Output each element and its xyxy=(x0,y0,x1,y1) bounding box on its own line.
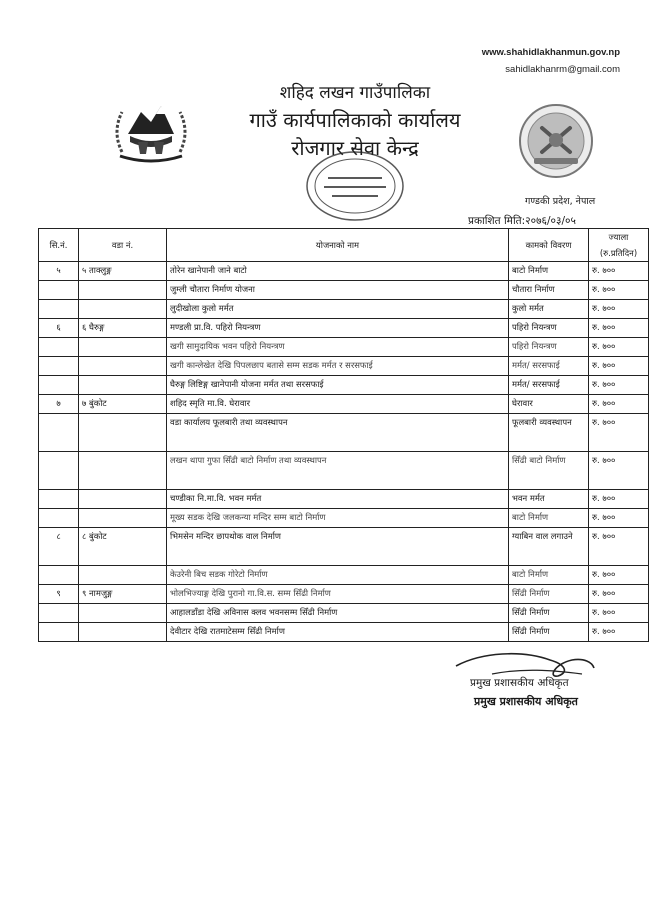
cell-cost: रु. ७०० xyxy=(589,376,649,395)
table-row xyxy=(39,414,649,452)
cell-cost: रु. ७०० xyxy=(589,414,649,452)
cell-project: लुदीखोला कुलो मर्मत xyxy=(167,300,509,319)
cell-sn xyxy=(39,376,79,395)
cell-cost: रु. ७०० xyxy=(589,585,649,604)
nepal-emblem-icon xyxy=(108,92,194,168)
cell-ward xyxy=(79,566,167,585)
cell-work: चौतारा निर्माण xyxy=(509,281,589,300)
employment-center-logo-icon xyxy=(512,102,600,180)
cell-project: देवीटार देखि रातमाटेसम्म सिँढी निर्माण xyxy=(167,623,509,642)
cell-ward: ९ नामजुङ्ग xyxy=(79,585,167,604)
signatory-stamp: प्रमुख प्रशासकीय अधिकृत xyxy=(474,695,578,708)
cell-cost: रु. ७०० xyxy=(589,338,649,357)
table-body xyxy=(39,262,649,642)
table-row xyxy=(39,262,649,281)
table-row xyxy=(39,452,649,490)
cell-cost: रु. ७०० xyxy=(589,395,649,414)
cell-work: फूलबारी व्यवस्थापन xyxy=(509,414,589,452)
cell-cost: रु. ७०० xyxy=(589,452,649,490)
cell-work: मर्मत/ सरसफाई xyxy=(509,376,589,395)
cell-sn xyxy=(39,566,79,585)
cell-project: भिमसेन मन्दिर छापथोक वाल निर्माण xyxy=(167,528,509,566)
cell-project: मूख्य सडक देखि जलकन्या मन्दिर सम्म बाटो निर्माण xyxy=(167,509,509,528)
cell-sn xyxy=(39,357,79,376)
cell-work: घेरावार xyxy=(509,395,589,414)
cell-sn xyxy=(39,452,79,490)
cell-ward: ६ घैरुङ्ग xyxy=(79,319,167,338)
cell-cost: रु. ७०० xyxy=(589,528,649,566)
header-ward: वडा नं. xyxy=(79,229,167,262)
cell-project: खगी कान्लेखेत देखि पिपलछाप बतासे सम्म सडक मर्मत र सरसफाई xyxy=(167,357,509,376)
table-row xyxy=(39,357,649,376)
table-row xyxy=(39,395,649,414)
cell-work: बाटो निर्माण xyxy=(509,566,589,585)
cell-ward xyxy=(79,452,167,490)
cell-sn xyxy=(39,623,79,642)
table-row xyxy=(39,509,649,528)
cell-sn xyxy=(39,281,79,300)
table-row xyxy=(39,623,649,642)
cell-ward xyxy=(79,357,167,376)
employment-projects-table xyxy=(38,228,649,642)
header-cost-line2: (रु.प्रतिदिन) xyxy=(599,248,638,258)
cell-ward xyxy=(79,414,167,452)
table-row xyxy=(39,338,649,357)
published-date: प्रकाशित मिति:२०७६/०३/०५ xyxy=(468,215,576,227)
cell-ward xyxy=(79,338,167,357)
cell-project: घैरुङ्ग लिष्टिङ्ग खानेपानी योजना मर्मत तथा सरसफाई xyxy=(167,376,509,395)
cell-sn: ९ xyxy=(39,585,79,604)
table-row xyxy=(39,604,649,623)
header-sn: सि.नं. xyxy=(39,229,79,262)
cell-work: मर्मत/ सरसफाई xyxy=(509,357,589,376)
cell-project: जुम्ली चौतारा निर्माण योजना xyxy=(167,281,509,300)
contact-block xyxy=(482,44,620,78)
email-text: sahidlakhanrm@gmail.com xyxy=(505,64,620,75)
table-row xyxy=(39,376,649,395)
cell-work: ग्याबिन वाल लगाउने xyxy=(509,528,589,566)
cell-ward xyxy=(79,376,167,395)
cell-work: सिँढी बाटो निर्माण xyxy=(509,452,589,490)
cell-ward xyxy=(79,623,167,642)
cell-ward xyxy=(79,490,167,509)
cell-work: सिँढी निर्माण xyxy=(509,604,589,623)
cell-sn: ६ xyxy=(39,319,79,338)
cell-cost: रु. ७०० xyxy=(589,357,649,376)
cell-sn xyxy=(39,338,79,357)
center-name: रोजगार सेवा केन्द्र xyxy=(291,136,419,160)
header-cost xyxy=(589,229,649,262)
cell-cost: रु. ७०० xyxy=(589,509,649,528)
province-text: गण्डकी प्रदेश, नेपाल xyxy=(525,196,596,207)
cell-sn: ५ xyxy=(39,262,79,281)
cell-cost: रु. ७०० xyxy=(589,319,649,338)
cell-cost: रु. ७०० xyxy=(589,300,649,319)
cell-project: चण्डीका नि.मा.वि. भवन मर्मत xyxy=(167,490,509,509)
cell-work: बाटो निर्माण xyxy=(509,509,589,528)
cell-sn: ७ xyxy=(39,395,79,414)
table-row xyxy=(39,566,649,585)
municipality-name: शहिद लखन गाउँपालिका xyxy=(279,83,431,103)
cell-project: शहिद स्मृति मा.वि. घेरावार xyxy=(167,395,509,414)
table-row xyxy=(39,281,649,300)
cell-work: कुलो मर्मत xyxy=(509,300,589,319)
cell-ward: ७ बुंकोट xyxy=(79,395,167,414)
cell-ward xyxy=(79,509,167,528)
cell-project: केउरेनी बिच सडक गोरेटो निर्माण xyxy=(167,566,509,585)
table-row xyxy=(39,585,649,604)
cell-work: सिँढी निर्माण xyxy=(509,585,589,604)
cell-cost: रु. ७०० xyxy=(589,262,649,281)
table-row xyxy=(39,490,649,509)
cell-cost: रु. ७०० xyxy=(589,281,649,300)
cell-cost: रु. ७०० xyxy=(589,604,649,623)
office-seal-icon xyxy=(300,145,410,227)
cell-work: पहिरो नियन्त्रण xyxy=(509,319,589,338)
cell-ward xyxy=(79,604,167,623)
cell-work: भवन मर्मत xyxy=(509,490,589,509)
table-header-row xyxy=(39,229,649,262)
cell-project: वडा कार्यालय फूलबारी तथा व्यवस्थापन xyxy=(167,414,509,452)
cell-ward: ५ ताक्लुङ्ग xyxy=(79,262,167,281)
cell-sn xyxy=(39,509,79,528)
office-name: गाउँ कार्यपालिकाको कार्यालय xyxy=(249,108,461,132)
cell-cost: रु. ७०० xyxy=(589,490,649,509)
table-row xyxy=(39,300,649,319)
cell-work: सिँढी निर्माण xyxy=(509,623,589,642)
cell-ward xyxy=(79,281,167,300)
cell-cost: रु. ७०० xyxy=(589,623,649,642)
cell-sn: ८ xyxy=(39,528,79,566)
cell-project: खगी सामुदायिक भवन पहिरो नियन्त्रण xyxy=(167,338,509,357)
header-project: योजनाको नाम xyxy=(167,229,509,262)
cell-project: आहालडाँडा देखि अविनास क्लव भवनसम्म सिँढी निर्माण xyxy=(167,604,509,623)
cell-project: भोलभिज्याङ्ग देखि पुरानो गा.वि.स. सम्म सिँढी निर्माण xyxy=(167,585,509,604)
website-text: www.shahidlakhanmun.gov.np xyxy=(481,47,620,58)
cell-work: बाटो निर्माण xyxy=(509,262,589,281)
header-work: कामको विवरण xyxy=(509,229,589,262)
cell-cost: रु. ७०० xyxy=(589,566,649,585)
cell-ward xyxy=(79,300,167,319)
cell-work: पहिरो नियन्त्रण xyxy=(509,338,589,357)
cell-project: लखन थापा गुफा सिँढी बाटो निर्माण तथा व्यवस्थापन xyxy=(167,452,509,490)
cell-sn xyxy=(39,490,79,509)
cell-sn xyxy=(39,604,79,623)
signatory-title: प्रमुख प्रशासकीय अधिकृत xyxy=(470,677,569,689)
cell-sn xyxy=(39,414,79,452)
cell-project: तोरेन खानेपानी जाने बाटो xyxy=(167,262,509,281)
table-row xyxy=(39,528,649,566)
cell-sn xyxy=(39,300,79,319)
table-row xyxy=(39,319,649,338)
cell-project: मण्डली प्रा.वि. पहिरो नियन्त्रण xyxy=(167,319,509,338)
cell-ward: ८ बुंकोट xyxy=(79,528,167,566)
header-cost-line1: ज्याला xyxy=(608,232,629,242)
